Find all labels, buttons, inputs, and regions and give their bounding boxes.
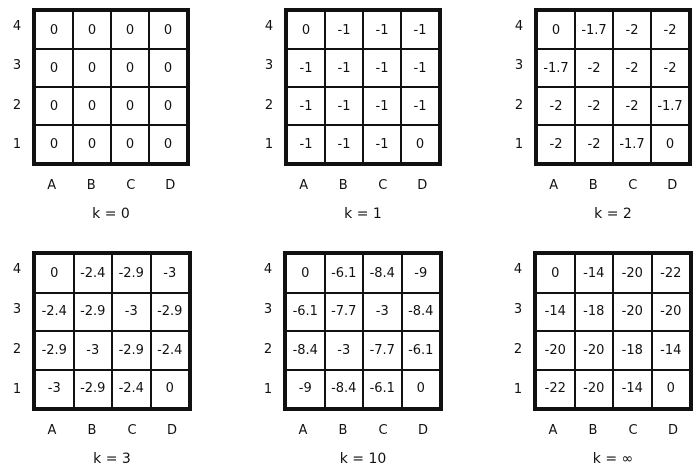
column-label: D — [667, 423, 678, 438]
grid-cell-c3: -2 — [613, 49, 651, 87]
grid-cell-d2: -6.1 — [402, 331, 441, 370]
column-label: C — [628, 423, 638, 438]
column-label: D — [667, 178, 678, 193]
grid-cell-c1: -1 — [363, 125, 401, 163]
grid-cell-a2: 0 — [35, 87, 73, 125]
grid-cell-c3: 0 — [111, 49, 149, 87]
grid-cell-c1: -1.7 — [613, 125, 651, 163]
row-label: 4 — [12, 18, 22, 34]
grid-cell-c2: -2.9 — [112, 331, 151, 370]
column-label: D — [166, 423, 177, 438]
grid-cell-b3: -7.7 — [325, 293, 364, 332]
row-label: 1 — [514, 137, 524, 153]
grid-cell-b4: -6.1 — [325, 254, 364, 293]
grid-cell-b3: -18 — [575, 293, 614, 332]
grid-cell-a1: -9 — [286, 370, 325, 409]
grid-cell-d4: -22 — [652, 254, 691, 293]
grid-cell-b1: -2 — [575, 125, 613, 163]
grid-cell-a2: -8.4 — [286, 331, 325, 370]
column-label: D — [417, 423, 428, 438]
value-grid — [284, 8, 442, 166]
grid-cell-b2: -3 — [325, 331, 364, 370]
grid-cell-c3: -1 — [363, 49, 401, 87]
grid-cell-c2: -2 — [613, 87, 651, 125]
row-label: 2 — [12, 97, 22, 113]
column-label: A — [47, 178, 57, 193]
row-label: 2 — [263, 342, 273, 357]
grid-cell-d1: 0 — [402, 370, 441, 409]
grid-cell-b1: -2.9 — [74, 370, 113, 409]
grid-cell-a3: -6.1 — [286, 293, 325, 332]
column-label: A — [549, 178, 559, 193]
row-label: 4 — [263, 262, 273, 277]
grid-cell-c3: -3 — [112, 293, 151, 332]
grid-cell-c1: -14 — [613, 370, 652, 409]
row-label: 3 — [264, 58, 274, 74]
grid-cell-a3: -2.4 — [35, 293, 74, 332]
grid-cell-c3: -3 — [363, 293, 402, 332]
value-grid — [283, 251, 443, 411]
column-label: B — [338, 178, 348, 193]
grid-cell-d4: -9 — [402, 254, 441, 293]
row-label: 3 — [513, 302, 523, 317]
column-label: B — [338, 423, 348, 438]
grid-cell-b2: -2 — [575, 87, 613, 125]
iteration-label: k = ∞ — [592, 451, 634, 467]
grid-cell-c1: -6.1 — [363, 370, 402, 409]
grid-cell-d1: 0 — [151, 370, 190, 409]
row-label: 1 — [12, 382, 22, 397]
row-label: 1 — [513, 382, 523, 397]
grid-cell-b1: 0 — [73, 125, 111, 163]
grid-cell-b3: -1 — [325, 49, 363, 87]
value-grid — [32, 8, 190, 166]
grid-cell-d2: -1 — [401, 87, 439, 125]
row-label: 2 — [513, 342, 523, 357]
grid-cell-a1: -22 — [536, 370, 575, 409]
grid-cell-a1: -2 — [537, 125, 575, 163]
grid-cell-d2: -1.7 — [651, 87, 689, 125]
grid-cell-d3: -2 — [651, 49, 689, 87]
grid-cell-b4: 0 — [73, 11, 111, 49]
column-label: B — [588, 423, 598, 438]
grid-cell-a4: 0 — [35, 11, 73, 49]
row-label: 2 — [264, 97, 274, 113]
grid-cell-d3: -20 — [652, 293, 691, 332]
grid-cell-a2: -2.9 — [35, 331, 74, 370]
grid-cell-a1: -1 — [287, 125, 325, 163]
row-label: 4 — [264, 18, 274, 34]
grid-cell-c4: -8.4 — [363, 254, 402, 293]
grid-cell-d2: 0 — [149, 87, 187, 125]
grid-cell-b4: -14 — [575, 254, 614, 293]
column-label: D — [165, 178, 176, 193]
row-label: 3 — [263, 302, 273, 317]
column-label: A — [299, 178, 309, 193]
grid-cell-d2: -2.4 — [151, 331, 190, 370]
grid-cell-b4: -1.7 — [575, 11, 613, 49]
column-label: A — [298, 423, 308, 438]
grid-cell-b2: 0 — [73, 87, 111, 125]
grid-cell-a4: 0 — [35, 254, 74, 293]
grid-cell-d4: -1 — [401, 11, 439, 49]
column-label: A — [47, 423, 57, 438]
iteration-label: k = 3 — [93, 451, 131, 467]
grid-cell-d1: 0 — [401, 125, 439, 163]
value-grid — [533, 251, 693, 411]
grid-cell-b3: -2.9 — [74, 293, 113, 332]
column-label: A — [548, 423, 558, 438]
grid-cell-d3: -8.4 — [402, 293, 441, 332]
grid-cell-c1: 0 — [111, 125, 149, 163]
grid-cell-b2: -20 — [575, 331, 614, 370]
grid-cell-d4: -2 — [651, 11, 689, 49]
grid-cell-c2: -7.7 — [363, 331, 402, 370]
row-label: 1 — [12, 137, 22, 153]
grid-cell-c2: 0 — [111, 87, 149, 125]
grid-cell-a2: -20 — [536, 331, 575, 370]
grid-cell-a1: -3 — [35, 370, 74, 409]
column-label: C — [127, 423, 137, 438]
column-label: B — [87, 423, 97, 438]
grid-cell-a4: 0 — [287, 11, 325, 49]
grid-cell-d1: 0 — [651, 125, 689, 163]
row-label: 2 — [514, 97, 524, 113]
grid-cell-b3: -2 — [575, 49, 613, 87]
row-label: 4 — [514, 18, 524, 34]
grid-cell-b3: 0 — [73, 49, 111, 87]
grid-cell-d4: 0 — [149, 11, 187, 49]
row-label: 2 — [12, 342, 22, 357]
grid-cell-d3: -2.9 — [151, 293, 190, 332]
grid-cell-a3: -14 — [536, 293, 575, 332]
value-grid — [32, 251, 192, 411]
grid-cell-c4: -20 — [613, 254, 652, 293]
grid-cell-b2: -3 — [74, 331, 113, 370]
grid-cell-a1: 0 — [35, 125, 73, 163]
grid-cell-a4: 0 — [286, 254, 325, 293]
column-label: C — [378, 423, 388, 438]
row-label: 3 — [514, 58, 524, 74]
iteration-label: k = 0 — [92, 206, 130, 222]
row-label: 4 — [12, 262, 22, 277]
row-label: 3 — [12, 302, 22, 317]
grid-cell-a3: -1 — [287, 49, 325, 87]
grid-cell-c1: -2.4 — [112, 370, 151, 409]
grid-cell-b1: -8.4 — [325, 370, 364, 409]
value-grid — [534, 8, 692, 166]
grid-cell-d3: -1 — [401, 49, 439, 87]
grid-cell-c4: -2.9 — [112, 254, 151, 293]
grid-cell-d4: -3 — [151, 254, 190, 293]
grid-cell-a3: -1.7 — [537, 49, 575, 87]
grid-cell-d2: -14 — [652, 331, 691, 370]
column-label: C — [126, 178, 136, 193]
grid-cell-c2: -1 — [363, 87, 401, 125]
grid-cell-b1: -1 — [325, 125, 363, 163]
grid-cell-b4: -2.4 — [74, 254, 113, 293]
grid-cell-c3: -20 — [613, 293, 652, 332]
grid-cell-a2: -2 — [537, 87, 575, 125]
grid-cell-b1: -20 — [575, 370, 614, 409]
column-label: B — [588, 178, 598, 193]
row-label: 3 — [12, 58, 22, 74]
iteration-label: k = 10 — [339, 451, 387, 467]
grid-cell-a3: 0 — [35, 49, 73, 87]
grid-cell-a4: 0 — [537, 11, 575, 49]
row-label: 1 — [263, 382, 273, 397]
column-label: D — [417, 178, 428, 193]
grid-cell-a4: 0 — [536, 254, 575, 293]
column-label: C — [378, 178, 388, 193]
grid-cell-b2: -1 — [325, 87, 363, 125]
grid-cell-d1: 0 — [149, 125, 187, 163]
grid-cell-c2: -18 — [613, 331, 652, 370]
grid-cell-c4: -2 — [613, 11, 651, 49]
column-label: C — [628, 178, 638, 193]
grid-cell-d3: 0 — [149, 49, 187, 87]
row-label: 1 — [264, 137, 274, 153]
grid-cell-c4: -1 — [363, 11, 401, 49]
grid-cell-b4: -1 — [325, 11, 363, 49]
iteration-label: k = 2 — [594, 206, 632, 222]
grid-cell-a2: -1 — [287, 87, 325, 125]
grid-cell-d1: 0 — [652, 370, 691, 409]
grid-cell-c4: 0 — [111, 11, 149, 49]
row-label: 4 — [513, 262, 523, 277]
iteration-label: k = 1 — [344, 206, 382, 222]
column-label: B — [86, 178, 96, 193]
